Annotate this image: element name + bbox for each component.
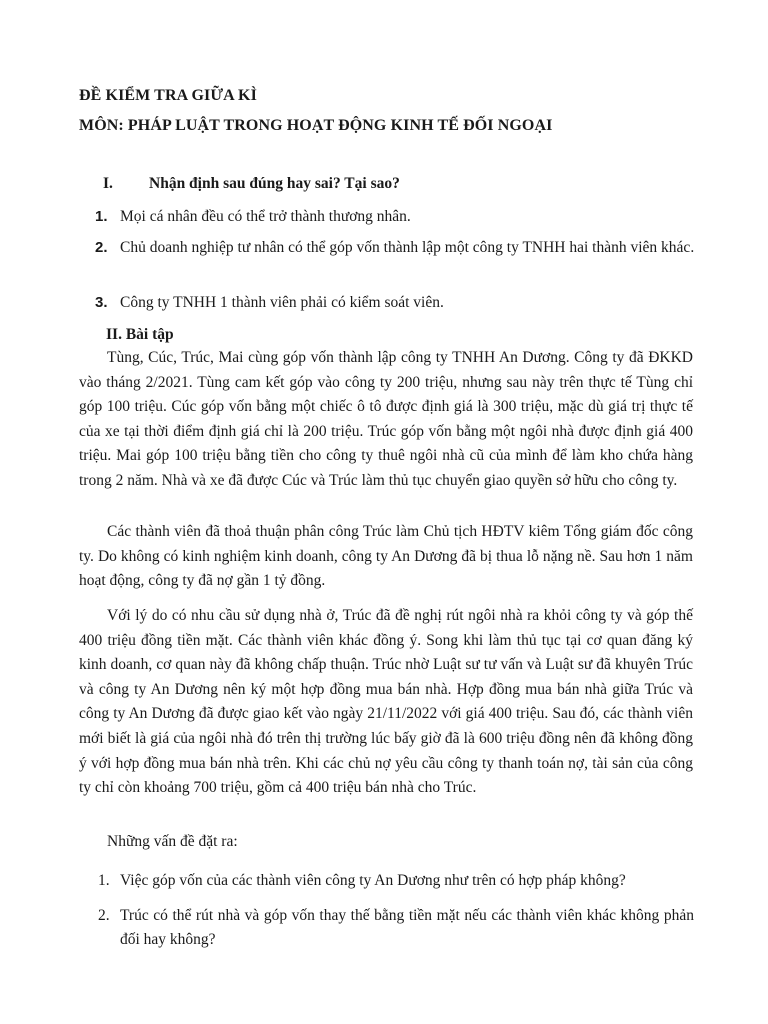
statement-item (95, 236, 695, 260)
subject-title: MÔN: PHÁP LUẬT TRONG HOẠT ĐỘNG KINH TẾ ĐỐI NGOẠI (79, 117, 553, 134)
section-1-number: I. (103, 175, 113, 192)
issue-text: Trúc có thể rút nhà và góp vốn thay thế bằng tiền mặt nếu các thành viên khác không phản đối hay không? (120, 907, 694, 948)
section-1-heading-text: Nhận định sau đúng hay sai? Tại sao? (149, 175, 400, 192)
issue-item (98, 869, 694, 893)
statement-text: Công ty TNHH 1 thành viên phải có kiểm soát viên. (120, 294, 444, 311)
issue-text: Việc góp vốn của các thành viên công ty An Dương như trên có hợp pháp không? (120, 872, 626, 889)
case-paragraph: Tùng, Cúc, Trúc, Mai cùng góp vốn thành lập công ty TNHH An Dương. Công ty đã ĐKKD vào tháng 2/2021. Tùng cam kết góp vào công ty 200 triệu, nhưng sau này trên thực tế Tùng chỉ góp 100 triệu. Cúc góp vốn bằng một chiếc ô tô được định giá là 300 triệu, mặc dù giá trị thực tế của xe tại thời điểm định giá chỉ là 200 triệu. Trúc góp vốn bằng một ngôi nhà được định giá 400 triệu. Mai góp 100 triệu bằng tiền cho công ty thuê ngôi nhà cũ của mình để làm kho chứa hàng trong 2 năm. Nhà và xe đã được Cúc và Trúc làm thủ tục chuyển giao quyền sở hữu cho công ty. (79, 349, 693, 489)
section-2-heading: II. Bài tập (106, 326, 174, 343)
issues-label: Những vấn đề đặt ra: (107, 833, 238, 850)
statement-number: 3. (95, 294, 108, 311)
issue-number: 1. (98, 872, 110, 889)
exam-title: ĐỀ KIỂM TRA GIỮA KÌ (79, 87, 257, 104)
case-paragraph: Các thành viên đã thoả thuận phân công Trúc làm Chủ tịch HĐTV kiêm Tổng giám đốc công ty. Do không có kinh nghiệm kinh doanh, công ty An Dương đã bị thua lỗ nặng nề. Sau hơn 1 năm hoạt động, công ty đã nợ gần 1 tỷ đồng. (79, 523, 693, 590)
statement-text: Chủ doanh nghiệp tư nhân có thể góp vốn thành lập một công ty TNHH hai thành viên khác. (120, 239, 695, 256)
statement-text: Mọi cá nhân đều có thể trở thành thương nhân. (120, 208, 411, 225)
statement-number: 2. (95, 239, 108, 256)
case-paragraph: Với lý do có nhu cầu sử dụng nhà ở, Trúc đã đề nghị rút ngôi nhà ra khỏi công ty và góp thế 400 triệu đồng tiền mặt. Các thành viên khác đồng ý. Song khi làm thủ tục tại cơ quan đăng ký kinh doanh, cơ quan này đã không chấp thuận. Trúc nhờ Luật sư tư vấn và Luật sư đã khuyên Trúc và công ty An Dương nên ký một hợp đồng mua bán nhà. Hợp đồng mua bán nhà giữa Trúc và công ty An Dương đã được giao kết vào ngày 21/11/2022 với giá 400 triệu. Sau đó, các thành viên mới biết là giá của ngôi nhà đó trên thị trường lúc bấy giờ đã là 600 triệu đồng nên đã không đồng ý với hợp đồng mua bán nhà trên. Khi các chủ nợ yêu cầu công ty thanh toán nợ, tài sản của công ty chỉ còn khoảng 700 triệu, gồm cả 400 triệu bán nhà cho Trúc. (79, 607, 693, 797)
statement-item (95, 291, 695, 315)
issue-item (98, 904, 694, 952)
section-1-heading (103, 175, 400, 193)
statement-number: 1. (95, 208, 108, 225)
statement-item (95, 205, 695, 229)
issue-number: 2. (98, 907, 110, 924)
